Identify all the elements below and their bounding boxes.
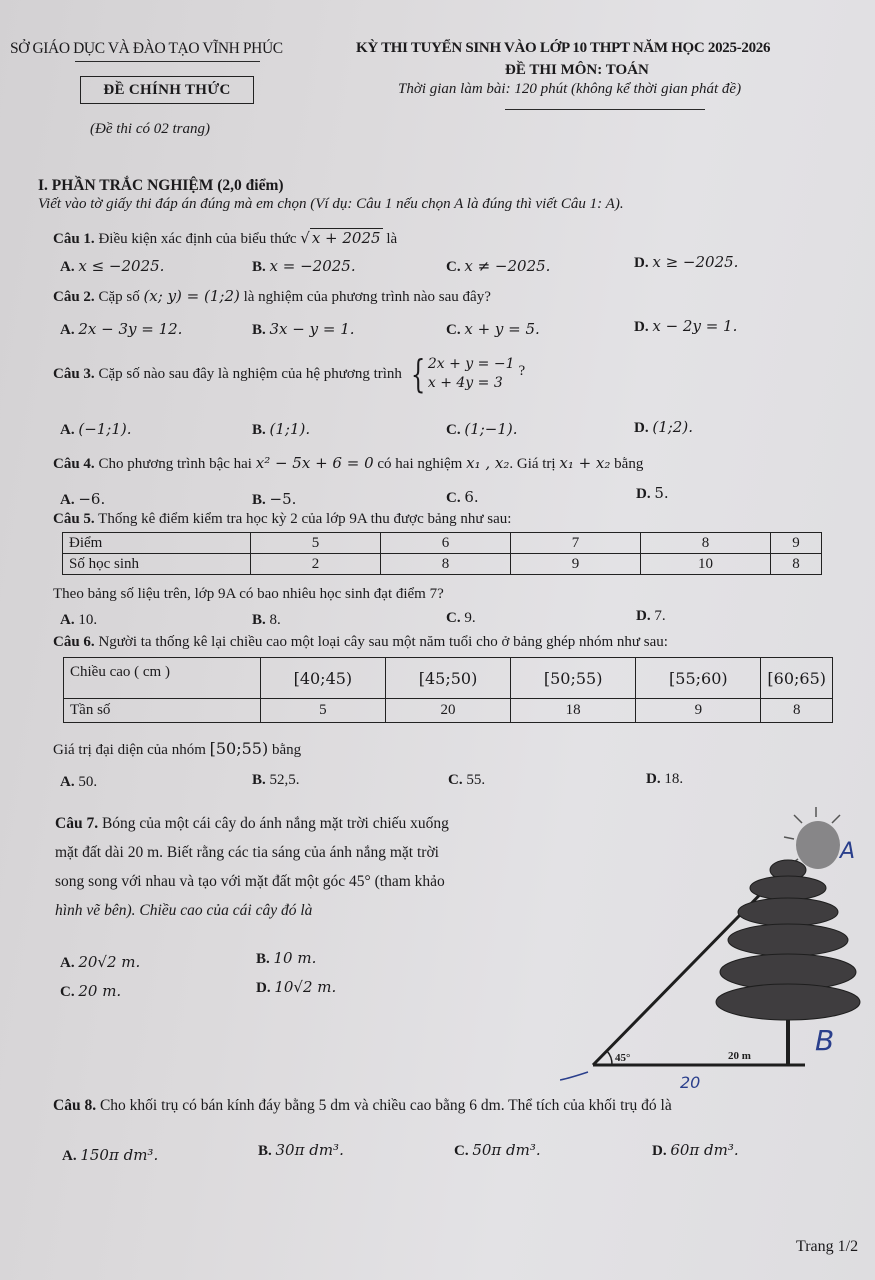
option-value: 20√2 m. — [78, 953, 141, 971]
option-value: (−1;1). — [78, 420, 132, 438]
option-letter: B. — [256, 951, 270, 967]
option-letter: C. — [446, 422, 461, 438]
question-line: Bóng của một cái cây do ánh nắng mặt trời chiếu xuống — [101, 815, 449, 832]
option-value: (1;−1). — [464, 420, 518, 438]
option-value: 8. — [269, 612, 281, 628]
option-b[interactable] — [252, 772, 300, 789]
question-line: hình vẽ bên). Chiều cao của cái cây đó là — [55, 902, 313, 919]
option-value: −6. — [78, 490, 106, 508]
option-value: 3x − y = 1. — [269, 320, 355, 338]
option-letter: D. — [652, 1143, 667, 1159]
followup-text: Giá trị đại diện của nhóm — [53, 742, 206, 758]
table-row — [63, 554, 822, 575]
option-b[interactable] — [256, 949, 316, 968]
sun-icon — [784, 807, 840, 869]
math-expression: (x; y) = (1;2) — [143, 287, 240, 305]
option-d[interactable] — [634, 317, 737, 336]
option-value: 150π dm³. — [80, 1146, 159, 1164]
question-2 — [53, 287, 491, 306]
question-text: Cặp số — [98, 289, 140, 305]
brace-icon: { — [410, 352, 426, 396]
question-label: Câu 3. — [53, 365, 95, 382]
option-a[interactable] — [62, 1146, 158, 1165]
table-cell: 8 — [761, 699, 833, 723]
table-cell: 6 — [381, 533, 511, 554]
table-cell: [60;65) — [761, 658, 833, 699]
option-letter: C. — [446, 490, 461, 506]
table-cell: Chiều cao ( cm ) — [64, 658, 261, 699]
handwritten-B: B — [815, 1024, 835, 1057]
equation-system — [406, 352, 515, 396]
handwritten-C — [560, 1072, 588, 1080]
height-table — [63, 657, 833, 723]
option-value: 50π dm³. — [472, 1141, 541, 1159]
option-b[interactable] — [252, 420, 310, 439]
option-letter: D. — [636, 608, 651, 624]
option-value: 18. — [664, 771, 684, 787]
question-label: Câu 2. — [53, 289, 95, 305]
section-instruction: Viết vào tờ giấy thi đáp án đúng mà em chọn (Ví dụ: Câu 1 nếu chọn A là đúng thì viết Câu 1: A). — [38, 196, 624, 212]
option-a[interactable] — [60, 320, 182, 339]
option-letter: B. — [252, 612, 266, 628]
option-d[interactable] — [646, 771, 683, 788]
question-label: Câu 4. — [53, 456, 95, 472]
official-label: ĐỀ CHÍNH THỨC — [80, 76, 254, 104]
handwritten-A: A — [840, 839, 856, 864]
option-c[interactable] — [446, 257, 550, 276]
question-8 — [53, 1097, 672, 1115]
option-letter: D. — [634, 420, 649, 436]
question-6-followup — [53, 739, 301, 759]
option-letter: B. — [258, 1143, 272, 1159]
option-a[interactable] — [60, 420, 132, 439]
option-c[interactable] — [446, 320, 540, 339]
option-a[interactable] — [60, 490, 105, 509]
option-d[interactable] — [636, 608, 666, 625]
followup-text-after: bằng — [271, 742, 302, 758]
question-3 — [53, 352, 526, 396]
angle-label: 45° — [615, 1052, 631, 1064]
question-text-after: là — [386, 231, 398, 247]
option-letter: C. — [446, 610, 461, 626]
option-letter: B. — [252, 322, 266, 338]
question-text: Cho phương trình bậc hai — [98, 456, 252, 472]
option-b[interactable] — [252, 612, 281, 629]
table-cell: 20 — [385, 699, 510, 723]
tree-shadow-figure — [560, 800, 875, 1100]
page-number: Trang 1/2 — [796, 1238, 859, 1255]
option-letter: C. — [454, 1143, 469, 1159]
table-cell: 2 — [251, 554, 381, 575]
option-c[interactable] — [446, 488, 479, 507]
option-b[interactable] — [252, 320, 355, 339]
question-4 — [53, 454, 643, 473]
option-letter: A. — [60, 612, 75, 628]
question-5-followup: Theo bảng số liệu trên, lớp 9A có bao nhiêu học sinh đạt điểm 7? — [53, 586, 444, 602]
option-value: x + y = 5. — [464, 320, 540, 338]
quadratic-equation: x² − 5x + 6 = 0 — [255, 454, 374, 472]
exam-time-note: Thời gian làm bài: 120 phút (không kể thời gian phát đề) — [398, 81, 742, 97]
option-letter: D. — [634, 319, 649, 335]
option-letter: D. — [256, 980, 271, 996]
question-text-after: bằng — [614, 456, 644, 472]
option-value: 2x − 3y = 12. — [78, 320, 183, 338]
table-cell: 10 — [641, 554, 771, 575]
option-value: (1;2). — [652, 418, 693, 436]
option-value: 7. — [654, 608, 666, 624]
option-d[interactable] — [256, 978, 336, 997]
table-cell: 18 — [511, 699, 636, 723]
question-text: Thống kê điểm kiểm tra học kỳ 2 của lớp 9A thu được bảng như sau: — [98, 511, 512, 527]
table-cell: [45;50) — [385, 658, 510, 699]
question-label: Câu 5. — [53, 511, 95, 527]
option-b[interactable] — [252, 490, 296, 509]
table-row — [64, 699, 833, 723]
option-a[interactable] — [60, 257, 164, 276]
option-value: 50. — [78, 774, 98, 790]
option-letter: B. — [252, 259, 266, 275]
table-cell: 9 — [771, 533, 822, 554]
score-table — [62, 532, 822, 575]
option-value: 52,5. — [269, 772, 300, 788]
sqrt-expression: √ x + 2025 — [300, 229, 381, 247]
table-cell: [55;60) — [636, 658, 761, 699]
option-letter: A. — [60, 774, 75, 790]
option-letter: C. — [446, 259, 461, 275]
base-label: 20 m — [728, 1050, 751, 1062]
option-value: x ≥ −2025. — [652, 253, 739, 271]
option-letter: A. — [60, 955, 75, 971]
table-cell: 9 — [636, 699, 761, 723]
question-label: Câu 1. — [53, 231, 95, 247]
question-7 — [55, 809, 449, 925]
section-title: I. PHẦN TRẮC NGHIỆM (2,0 điểm) — [38, 177, 284, 194]
table-cell: 8 — [381, 554, 511, 575]
option-letter: B. — [252, 422, 266, 438]
question-label: Câu 7. — [55, 815, 99, 832]
option-value: 30π dm³. — [275, 1141, 344, 1159]
option-a[interactable] — [60, 612, 97, 629]
question-1 — [53, 229, 397, 248]
option-letter: B. — [252, 492, 266, 508]
table-cell: [50;55) — [511, 658, 636, 699]
department-name: SỞ GIÁO DỤC VÀ ĐÀO TẠO VĨNH PHÚC — [10, 40, 283, 57]
question-6 — [53, 634, 668, 651]
table-cell: [40;45) — [260, 658, 385, 699]
table-cell: Điểm — [63, 533, 251, 554]
question-label: Câu 6. — [53, 634, 95, 650]
group-interval: [50;55) — [209, 739, 269, 758]
question-line: song song với nhau và tạo với mặt đất một góc 45° (tham khảo — [55, 873, 445, 890]
option-value: 10√2 m. — [274, 978, 337, 996]
table-cell: Tần số — [64, 699, 261, 723]
option-c[interactable] — [60, 982, 121, 1001]
question-text-after: là nghiệm của phương trình nào sau đây? — [243, 289, 491, 305]
option-d[interactable] — [634, 418, 693, 437]
option-value: x ≠ −2025. — [464, 257, 551, 275]
option-value: 10 m. — [273, 949, 317, 967]
option-letter: D. — [636, 486, 651, 502]
option-value: 20 m. — [78, 982, 122, 1000]
question-5 — [53, 511, 511, 528]
table-cell: 8 — [641, 533, 771, 554]
option-value: 10. — [78, 612, 98, 628]
option-letter: D. — [634, 255, 649, 271]
option-letter: D. — [646, 771, 661, 787]
table-cell: 5 — [251, 533, 381, 554]
table-cell: Số học sinh — [63, 554, 251, 575]
option-d[interactable] — [634, 253, 738, 272]
option-value: x ≤ −2025. — [78, 257, 165, 275]
option-letter: C. — [446, 322, 461, 338]
option-value: −5. — [269, 490, 297, 508]
exam-subject: ĐỀ THI MÔN: TOÁN — [505, 62, 649, 78]
option-letter: A. — [60, 422, 75, 438]
handwritten-20: 20 — [680, 1073, 701, 1092]
tree-diagram-icon — [560, 800, 875, 1100]
option-value: 9. — [464, 610, 476, 626]
option-c[interactable] — [446, 420, 518, 439]
table-row — [64, 658, 833, 699]
option-value: 55. — [466, 772, 486, 788]
tree-foliage — [716, 860, 860, 1020]
question-text-mid2: . Giá trị — [509, 456, 556, 472]
question-text-after: ? — [518, 362, 526, 379]
table-cell: 9 — [511, 554, 641, 575]
exam-title: KỲ THI TUYỂN SINH VÀO LỚP 10 THPT NĂM HỌC 2025-2026 — [356, 40, 771, 56]
system-eq-2: x + 4y = 3 — [427, 375, 503, 391]
option-c[interactable] — [448, 772, 485, 789]
department-underline — [75, 61, 260, 62]
option-c[interactable] — [446, 610, 476, 627]
option-value: (1;1). — [269, 420, 311, 438]
pages-note: (Đề thi có 02 trang) — [90, 121, 210, 137]
option-letter: A. — [60, 322, 75, 338]
option-letter: C. — [448, 772, 463, 788]
option-c[interactable] — [454, 1141, 541, 1160]
header-underline — [505, 109, 705, 110]
system-eq-1: 2x + y = −1 — [427, 356, 515, 372]
option-letter: A. — [60, 492, 75, 508]
question-text: Điều kiện xác định của biểu thức — [98, 231, 297, 247]
option-a[interactable] — [60, 774, 97, 791]
question-text: Cho khối trụ có bán kính đáy bằng 5 dm và chiều cao bằng 6 dm. Thể tích của khối trụ đó là — [99, 1097, 672, 1114]
roots-expression: x₁ , x₂ — [466, 454, 510, 472]
question-label: Câu 8. — [53, 1097, 97, 1114]
table-cell: 5 — [260, 699, 385, 723]
option-d[interactable] — [652, 1141, 739, 1160]
option-value: 6. — [464, 488, 479, 506]
option-value: 5. — [654, 484, 669, 502]
sum-expression: x₁ + x₂ — [559, 454, 611, 472]
question-line: mặt đất dài 20 m. Biết rằng các tia sáng của ánh nắng mặt trời — [55, 844, 439, 861]
option-letter: A. — [60, 259, 75, 275]
option-value: 60π dm³. — [670, 1141, 739, 1159]
question-text: Người ta thống kê lại chiều cao một loại cây sau một năm tuổi cho ở bảng ghép nhóm như sau: — [98, 634, 668, 650]
option-a[interactable] — [60, 953, 140, 972]
option-b[interactable] — [252, 257, 356, 276]
option-d[interactable] — [636, 484, 669, 503]
table-cell: 7 — [511, 533, 641, 554]
table-cell: 8 — [771, 554, 822, 575]
sqrt-radicand: x + 2025 — [311, 229, 381, 247]
table-row — [63, 533, 822, 554]
option-letter: B. — [252, 772, 266, 788]
question-text-mid: có hai nghiệm — [377, 456, 463, 472]
option-letter: C. — [60, 984, 75, 1000]
option-letter: A. — [62, 1148, 77, 1164]
option-value: x − 2y = 1. — [652, 317, 738, 335]
option-b[interactable] — [258, 1141, 344, 1160]
question-text: Cặp số nào sau đây là nghiệm của hệ phương trình — [98, 365, 402, 382]
option-value: x = −2025. — [269, 257, 356, 275]
